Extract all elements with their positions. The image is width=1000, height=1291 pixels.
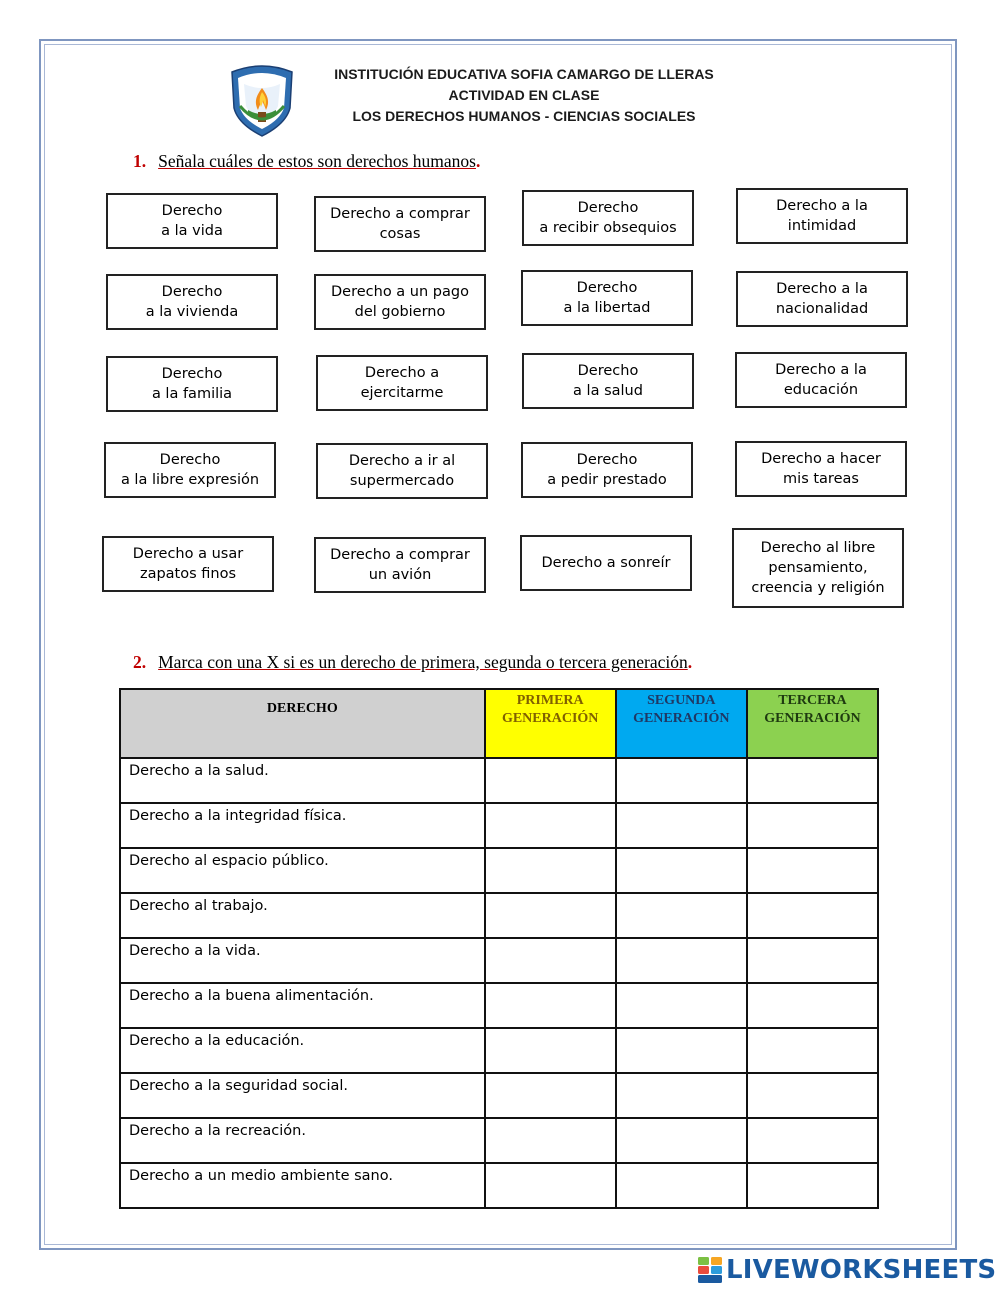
right-card[interactable]: Derecho al libre pensamiento, creencia y religión (732, 528, 904, 608)
right-card[interactable]: Derecho a sonreír (520, 535, 692, 591)
header-text-line: GENERACIÓN (764, 711, 861, 726)
mark-cell-primera[interactable] (485, 938, 616, 983)
mark-cell-primera[interactable] (485, 803, 616, 848)
right-name-cell: Derecho a la recreación. (120, 1118, 485, 1163)
question-2-dot: . (687, 652, 693, 672)
mark-cell-segunda[interactable] (616, 1073, 747, 1118)
right-name-cell: Derecho a la seguridad social. (120, 1073, 485, 1118)
school-crest-icon (224, 62, 300, 138)
generations-table (119, 688, 879, 1209)
mark-cell-segunda[interactable] (616, 893, 747, 938)
mark-cell-tercera[interactable] (747, 803, 878, 848)
mark-cell-tercera[interactable] (747, 758, 878, 803)
right-card[interactable]: Derecho a usar zapatos finos (102, 536, 274, 592)
table-row (120, 893, 878, 938)
mark-cell-primera[interactable] (485, 848, 616, 893)
header-text-line: SEGUNDA (647, 693, 716, 708)
question-1-dot: . (475, 151, 481, 171)
mark-cell-tercera[interactable] (747, 1073, 878, 1118)
activity-title: ACTIVIDAD EN CLASE (448, 87, 600, 103)
table-header-row (120, 689, 878, 758)
right-card[interactable]: Derecho a la salud (522, 353, 694, 409)
question-1 (133, 151, 480, 172)
right-card[interactable]: Derecho a comprar un avión (314, 537, 486, 593)
mark-cell-segunda[interactable] (616, 938, 747, 983)
question-2 (133, 652, 692, 673)
question-1-number: 1. (133, 151, 147, 171)
mark-cell-segunda[interactable] (616, 1163, 747, 1208)
header-text-line: GENERACIÓN (633, 711, 730, 726)
subject-title: LOS DERECHOS HUMANOS - CIENCIAS SOCIALES (352, 108, 696, 124)
mark-cell-segunda[interactable] (616, 848, 747, 893)
mark-cell-tercera[interactable] (747, 938, 878, 983)
right-name-cell: Derecho a la educación. (120, 1028, 485, 1073)
mark-cell-tercera[interactable] (747, 893, 878, 938)
mark-cell-primera[interactable] (485, 758, 616, 803)
right-card[interactable]: Derecho a la nacionalidad (736, 271, 908, 327)
table-row (120, 1163, 878, 1208)
right-name-cell: Derecho a la buena alimentación. (120, 983, 485, 1028)
question-2-text: Marca con una X si es un derecho de primera, segunda o tercera generación (158, 652, 688, 672)
right-card[interactable]: Derecho a la libertad (521, 270, 693, 326)
mark-cell-primera[interactable] (485, 893, 616, 938)
mark-cell-tercera[interactable] (747, 1118, 878, 1163)
mark-cell-primera[interactable] (485, 983, 616, 1028)
right-card[interactable]: Derecho a la intimidad (736, 188, 908, 244)
right-name-cell: Derecho a un medio ambiente sano. (120, 1163, 485, 1208)
table-row (120, 758, 878, 803)
institution-name: INSTITUCIÓN EDUCATIVA SOFIA CAMARGO DE LLERAS (334, 66, 714, 82)
header-primera-generacion (485, 689, 616, 758)
right-card[interactable]: Derecho a ir al supermercado (316, 443, 488, 499)
table-row (120, 1118, 878, 1163)
mark-cell-tercera[interactable] (747, 983, 878, 1028)
liveworksheets-brand: LIVEWORKSHEETS (726, 1255, 997, 1285)
mark-cell-primera[interactable] (485, 1028, 616, 1073)
table-row (120, 848, 878, 893)
right-card[interactable]: Derecho a pedir prestado (521, 442, 693, 498)
question-2-number: 2. (133, 652, 147, 672)
right-name-cell: Derecho a la salud. (120, 758, 485, 803)
table-row (120, 938, 878, 983)
mark-cell-segunda[interactable] (616, 758, 747, 803)
mark-cell-tercera[interactable] (747, 1028, 878, 1073)
mark-cell-segunda[interactable] (616, 1118, 747, 1163)
worksheet-header (300, 64, 748, 127)
right-card[interactable]: Derecho a la libre expresión (104, 442, 276, 498)
header-text-line: TERCERA (778, 693, 847, 708)
header-segunda-generacion (616, 689, 747, 758)
mark-cell-primera[interactable] (485, 1118, 616, 1163)
right-name-cell: Derecho a la vida. (120, 938, 485, 983)
mark-cell-primera[interactable] (485, 1073, 616, 1118)
right-card[interactable]: Derecho a ejercitarme (316, 355, 488, 411)
mark-cell-primera[interactable] (485, 1163, 616, 1208)
table-row (120, 1028, 878, 1073)
right-name-cell: Derecho a la integridad física. (120, 803, 485, 848)
right-card[interactable]: Derecho a la familia (106, 356, 278, 412)
right-name-cell: Derecho al trabajo. (120, 893, 485, 938)
liveworksheets-branding (698, 1255, 996, 1285)
header-derecho: DERECHO (120, 689, 485, 758)
right-card[interactable]: Derecho a la vida (106, 193, 278, 249)
right-card[interactable]: Derecho a la educación (735, 352, 907, 408)
right-card[interactable]: Derecho a recibir obsequios (522, 190, 694, 246)
right-card[interactable]: Derecho a hacer mis tareas (735, 441, 907, 497)
header-text-line: PRIMERA (516, 693, 584, 708)
table-row (120, 1073, 878, 1118)
mark-cell-segunda[interactable] (616, 983, 747, 1028)
right-card[interactable]: Derecho a comprar cosas (314, 196, 486, 252)
table-row (120, 803, 878, 848)
header-text-line: GENERACIÓN (501, 711, 599, 726)
right-card[interactable]: Derecho a la vivienda (106, 274, 278, 330)
question-1-text: Señala cuáles de estos son derechos humanos (158, 151, 476, 171)
mark-cell-segunda[interactable] (616, 803, 747, 848)
mark-cell-tercera[interactable] (747, 848, 878, 893)
table-row (120, 983, 878, 1028)
right-card[interactable]: Derecho a un pago del gobierno (314, 274, 486, 330)
liveworksheets-logo-icon (698, 1257, 722, 1283)
right-name-cell: Derecho al espacio público. (120, 848, 485, 893)
mark-cell-tercera[interactable] (747, 1163, 878, 1208)
header-tercera-generacion (747, 689, 878, 758)
mark-cell-segunda[interactable] (616, 1028, 747, 1073)
